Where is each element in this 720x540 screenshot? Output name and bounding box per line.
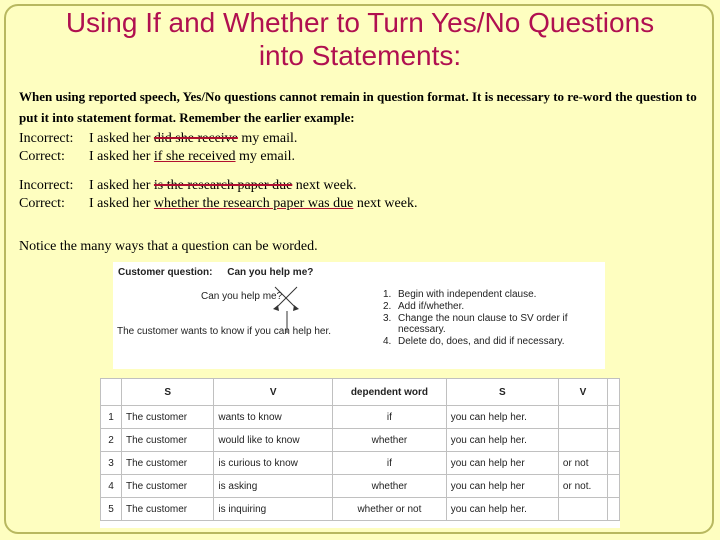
example-1-incorrect: [19, 130, 699, 148]
underlined-text: if she received: [153, 149, 236, 164]
customer-question-panel: [113, 262, 605, 369]
list-item: 4. Delete do, does, and did if necessary.: [383, 336, 565, 347]
notice-text: Notice the many ways that a question can be worded.: [19, 239, 318, 254]
list-item: 2. Add if/whether.: [383, 301, 465, 312]
sentence-start: I asked her: [89, 131, 154, 146]
underlined-text: whether the research paper was due: [153, 196, 354, 211]
sentence-end: my email.: [237, 131, 298, 146]
table-row: 5 The customer is inquiring whether or not you can help her.: [101, 498, 620, 521]
sentence-start: I asked her: [89, 178, 154, 193]
examples-table-wrap: [100, 378, 620, 528]
sentence-end: next week.: [292, 178, 357, 193]
list-item: 1. Begin with independent clause.: [383, 289, 537, 300]
slide-title: Using If and Whether to Turn Yes/No Questions into Statements:: [65, 7, 655, 71]
column-header: dependent word: [333, 379, 447, 406]
panel-label: Customer question:: [118, 267, 213, 278]
struck-text: did she receive: [153, 131, 238, 146]
sentence-end: next week.: [353, 196, 418, 211]
list-item: 3. Change the noun clause to SV order if necessary.: [383, 313, 568, 335]
original-question: Can you help me?: [201, 291, 283, 302]
steps-list: [383, 289, 603, 348]
incorrect-label: Incorrect:: [19, 131, 74, 146]
reported-statement: The customer wants to know if you can help her.: [117, 326, 331, 337]
table-row: 2 The customer would like to know whether you can help her.: [101, 429, 620, 452]
incorrect-label: Incorrect:: [19, 178, 74, 193]
table-header-row: [101, 379, 620, 406]
column-header: [608, 379, 620, 406]
column-header: S: [122, 379, 214, 406]
correct-label: Correct:: [19, 149, 65, 164]
column-header: V: [558, 379, 607, 406]
example-2-incorrect: [19, 177, 699, 195]
column-header: V: [214, 379, 333, 406]
table-row: 3 The customer is curious to know if you can help her or not: [101, 452, 620, 475]
examples-table: [100, 378, 620, 521]
intro-paragraph: When using reported speech, Yes/No questions cannot remain in question format. It is necessary to re-word the question to put it into statement format. Remember the earlier example:: [19, 89, 697, 125]
table-row: 4 The customer is asking whether you can help her or not.: [101, 475, 620, 498]
struck-text: is the research paper due: [153, 178, 293, 193]
example-2-correct: [19, 195, 699, 213]
correct-label: Correct:: [19, 196, 65, 211]
column-header: [101, 379, 122, 406]
table-row: 1 The customer wants to know if you can help her.: [101, 406, 620, 429]
sentence-end: my email.: [235, 149, 296, 164]
panel-question: Can you help me?: [227, 267, 314, 278]
sentence-start: I asked her: [89, 196, 154, 211]
sentence-start: I asked her: [89, 149, 154, 164]
column-header: S: [446, 379, 558, 406]
examples: [19, 130, 699, 213]
example-1-correct: [19, 148, 699, 166]
